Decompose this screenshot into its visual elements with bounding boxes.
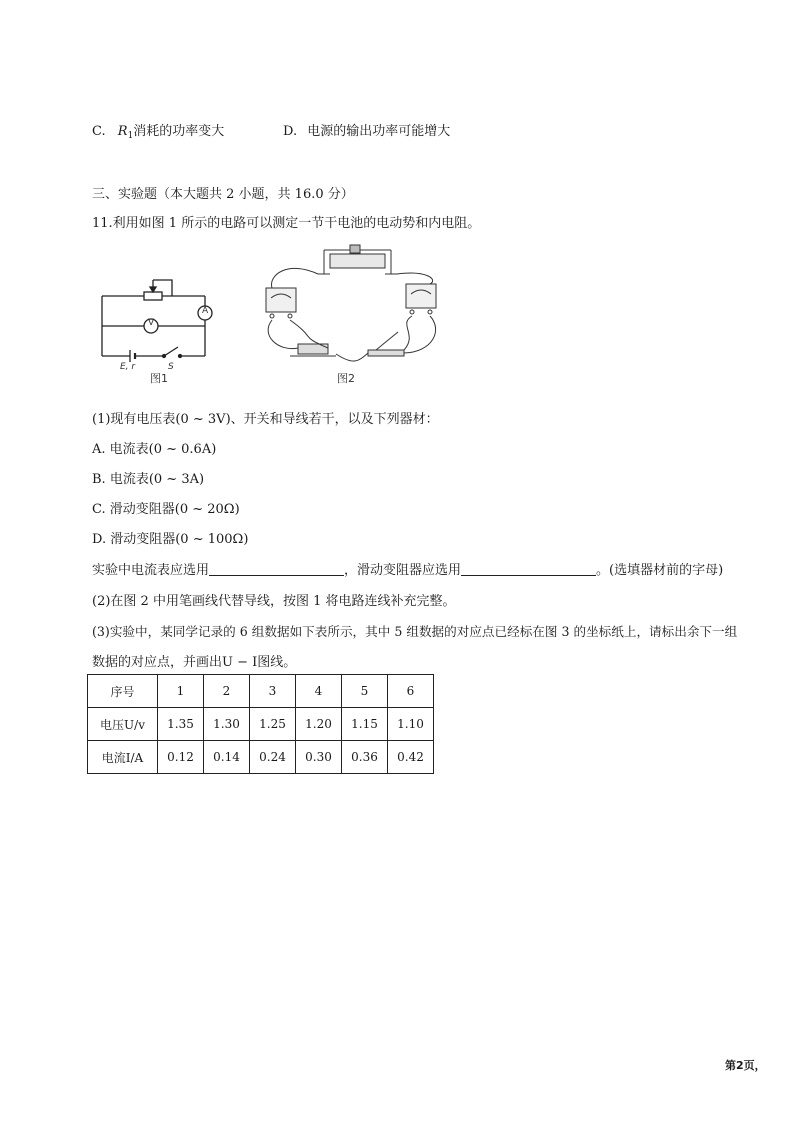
current-label: 电流I/A — [88, 741, 158, 774]
table-cell: 1.10 — [388, 708, 434, 741]
table-cell: 0.14 — [204, 741, 250, 774]
table-cell: 0.36 — [342, 741, 388, 774]
page-number: 第2页， — [725, 1059, 766, 1072]
table-cell: 1.35 — [158, 708, 204, 741]
section-heading: 三、实验题（本大题共 2 小题，共 16.0 分） — [92, 187, 354, 202]
table-header-label: 序号 — [88, 675, 158, 708]
ammeter-label: A — [202, 306, 209, 316]
option-c-letter: C. — [92, 124, 106, 139]
fill-text-1: 实验中电流表应选用 — [92, 563, 210, 578]
part-1-intro: (1)现有电压表(0 ~ 3V)、开关和导线若干，以及下列器材： — [92, 412, 439, 427]
table-cell: 2 — [204, 675, 250, 708]
table-cell: 0.42 — [388, 741, 434, 774]
table-cell: 0.30 — [296, 741, 342, 774]
apparatus-figure-2 — [258, 240, 448, 370]
table-cell: 6 — [388, 675, 434, 708]
table-cell: 5 — [342, 675, 388, 708]
voltmeter-label: V — [148, 318, 155, 328]
table-cell: 1.30 — [204, 708, 250, 741]
option-c-symbol: R — [117, 124, 128, 139]
option-c — [92, 120, 224, 141]
table-row-current — [88, 741, 434, 774]
table-cell: 1 — [158, 675, 204, 708]
ammeter-answer-blank[interactable] — [209, 561, 344, 576]
part-1-fill-line — [92, 559, 723, 578]
part-3-line-2: 数据的对应点，并画出U − I图线。 — [92, 655, 297, 670]
choice-c: C. 滑动变阻器(0 ~ 20Ω) — [92, 502, 240, 517]
table-cell: 1.15 — [342, 708, 388, 741]
figure-2-caption: 图2 — [337, 372, 355, 385]
choice-d: D. 滑动变阻器(0 ~ 100Ω) — [92, 532, 249, 547]
battery-label: E, r — [120, 362, 136, 372]
option-d-text: 电源的输出功率可能增大 — [307, 124, 451, 139]
part-2: (2)在图 2 中用笔画线代替导线，按图 1 将电路连线补充完整。 — [92, 594, 456, 609]
table-cell: 3 — [250, 675, 296, 708]
option-d-letter: D. — [283, 124, 298, 139]
choice-a: A. 电流表(0 ~ 0.6A) — [92, 442, 217, 457]
table-row-voltage — [88, 708, 434, 741]
table-cell: 1.25 — [250, 708, 296, 741]
table-cell: 4 — [296, 675, 342, 708]
voltage-label: 电压U/v — [88, 708, 158, 741]
data-table — [87, 674, 434, 774]
choice-b: B. 电流表(0 ~ 3A) — [92, 472, 205, 487]
question-stem: 11.利用如图 1 所示的电路可以测定一节干电池的电动势和内电阻。 — [92, 216, 481, 231]
table-cell: 0.24 — [250, 741, 296, 774]
table-row-index — [88, 675, 434, 708]
option-d — [283, 120, 450, 139]
option-c-text: 消耗的功率变大 — [133, 124, 225, 139]
table-cell: 1.20 — [296, 708, 342, 741]
table-cell: 0.12 — [158, 741, 204, 774]
switch-label: S — [168, 362, 174, 372]
circuit-diagram-figure-1 — [92, 268, 222, 383]
fill-text-2: ，滑动变阻器应选用 — [344, 563, 462, 578]
rheostat-answer-blank[interactable] — [461, 561, 596, 576]
figure-1-caption: 图1 — [150, 372, 168, 385]
fill-text-3: 。(选填器材前的字母) — [596, 563, 724, 578]
option-c-subscript: 1 — [127, 131, 134, 141]
part-3-line-1: (3)实验中，某同学记录的 6 组数据如下表所示，其中 5 组数据的对应点已经标在图 3 的坐标纸上，请标出余下一组 — [92, 624, 738, 639]
